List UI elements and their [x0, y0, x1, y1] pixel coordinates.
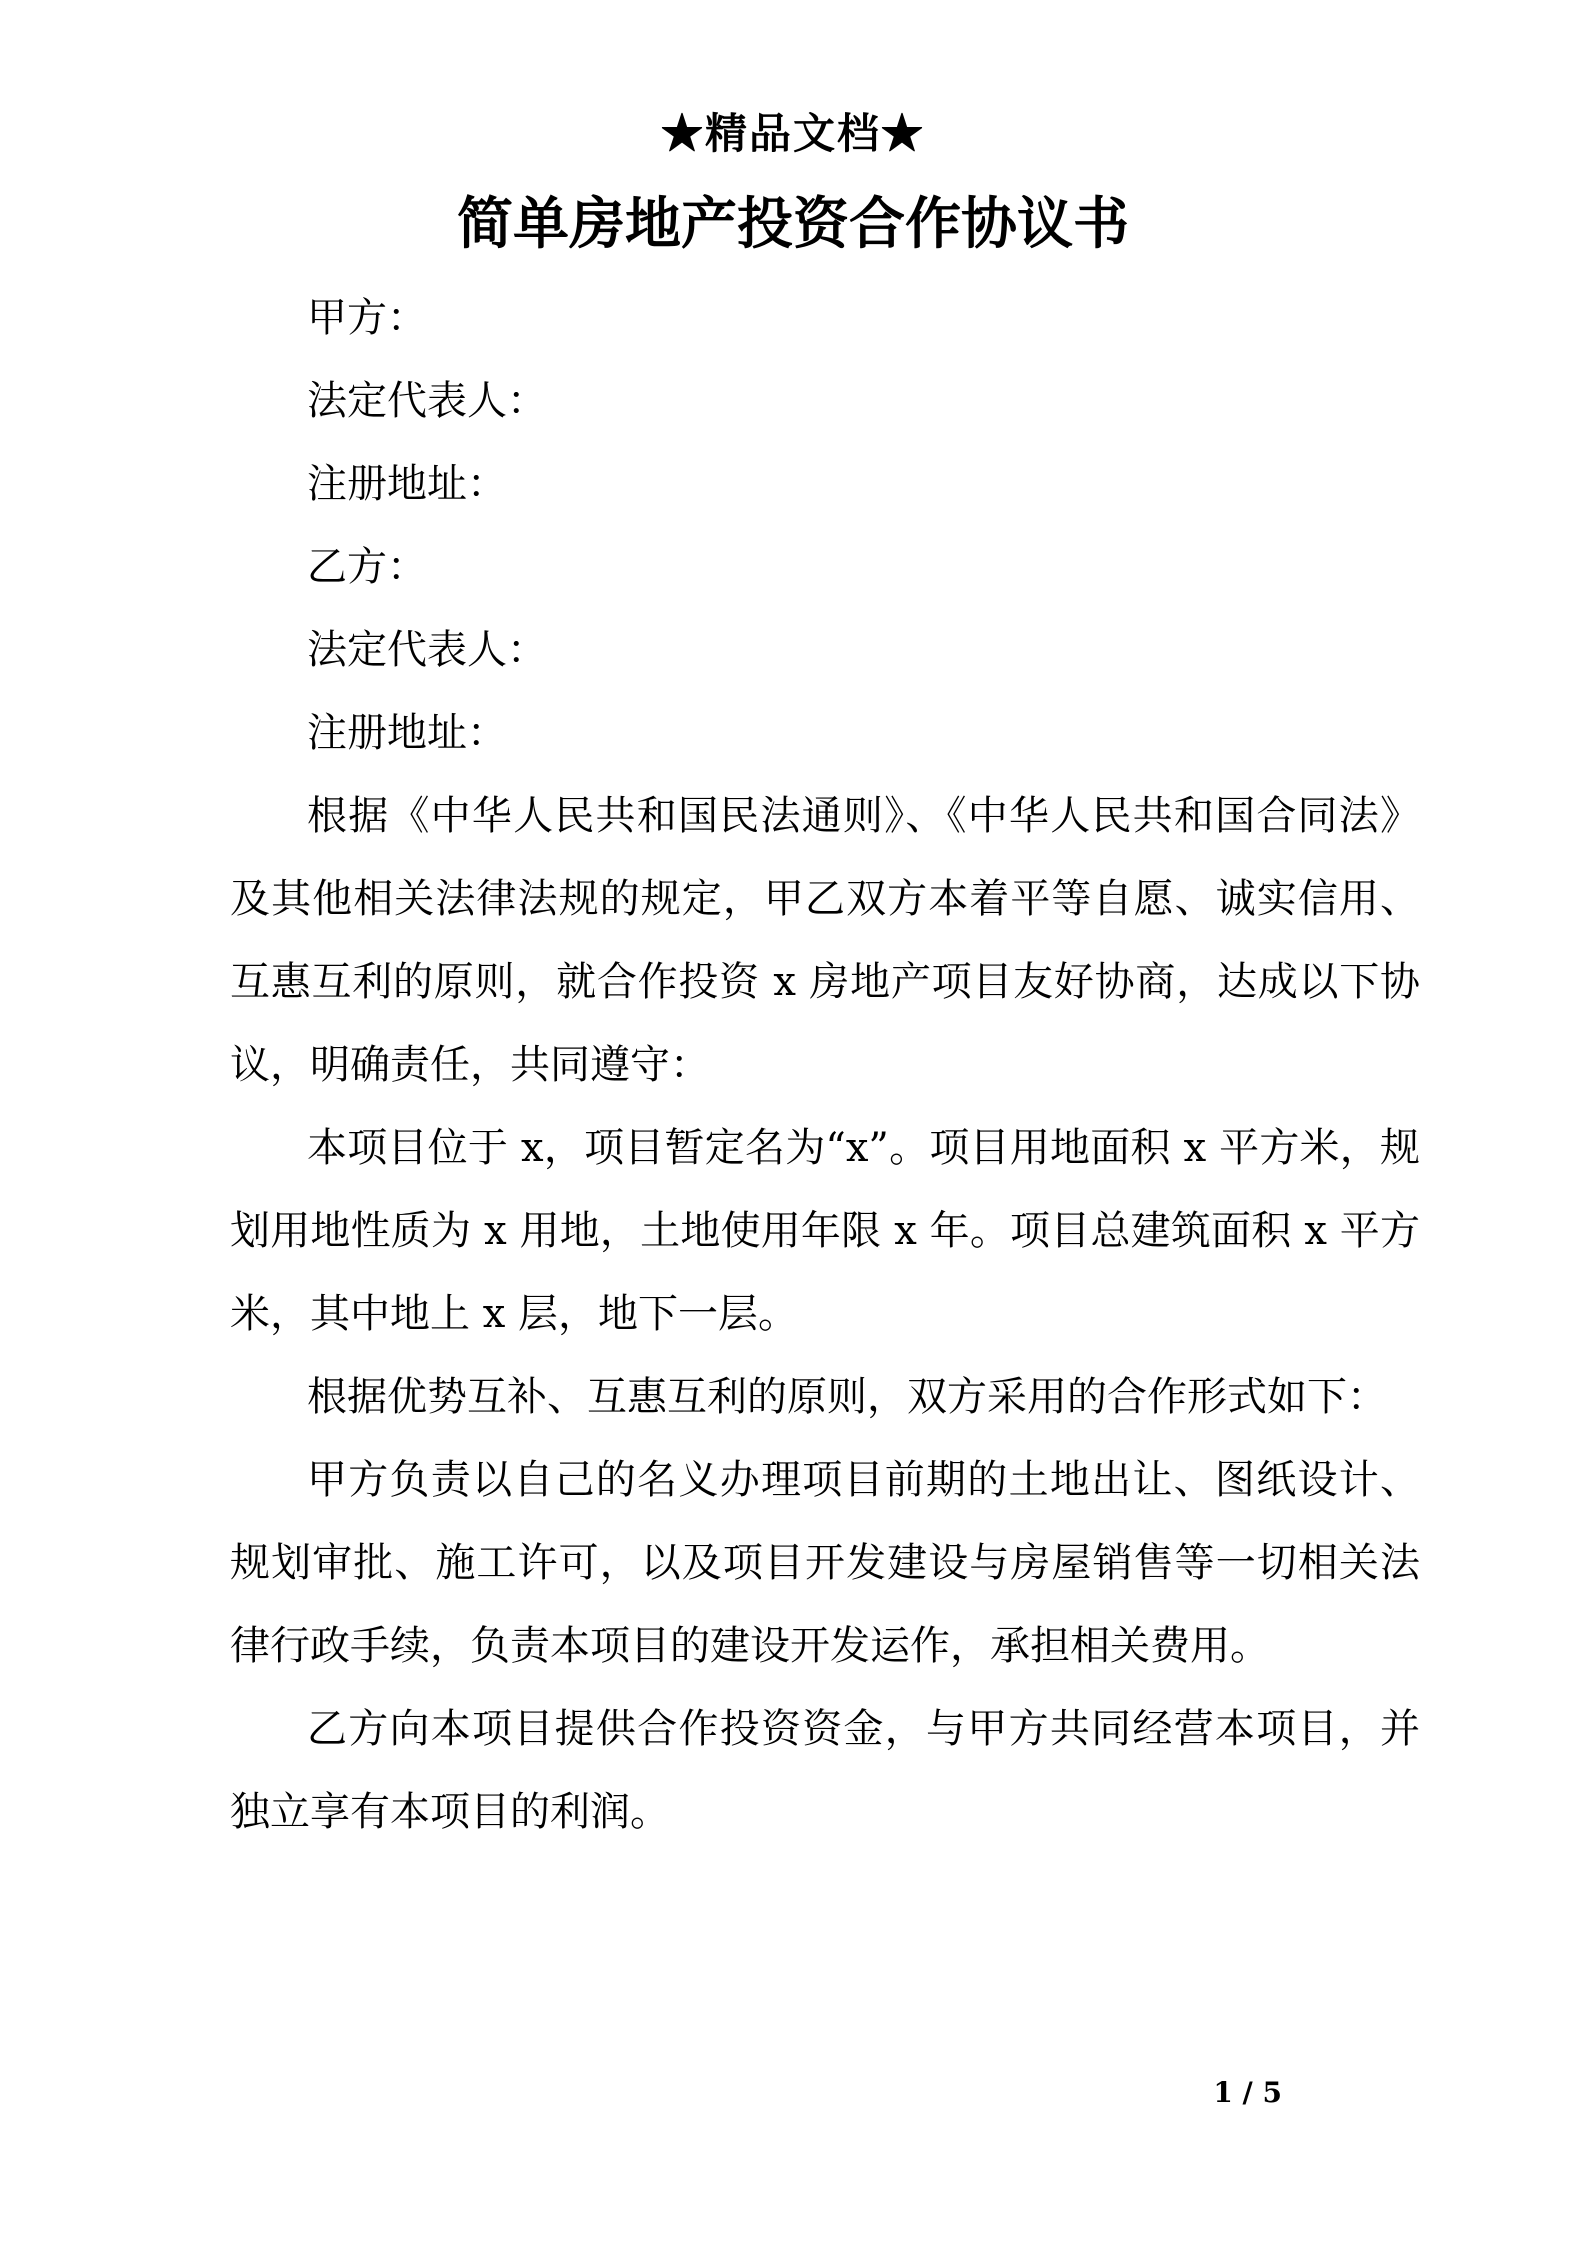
- field-registered-address-a: 注册地址：: [307, 461, 507, 507]
- field-party-a: 甲方：: [307, 295, 427, 341]
- page-number: 1 / 5: [1213, 2076, 1282, 2109]
- paragraph-project-overview: 本项目位于 x，项目暂定名为“x”。项目用地面积 x 平方米，规划用地性质为 x 用地，土地使用年限 x 年。项目总建筑面积 x 平方米，其中地上 x 层，地下一层。: [230, 1125, 1420, 1337]
- field-legal-representative-a: 法定代表人：: [307, 378, 547, 424]
- field-party-b: 乙方：: [307, 544, 427, 590]
- paragraph-basis: 根据《中华人民共和国民法通则》、《中华人民共和国合同法》及其他相关法律法规的规定，甲乙双方本着平等自愿、诚实信用、互惠互利的原则，就合作投资 x 房地产项目友好协商，达成以下协议，明确责任，共同遵守：: [230, 793, 1420, 1088]
- doc-body: [230, 277, 1420, 1854]
- paragraph-party-b-duties: 乙方向本项目提供合作投资资金，与甲方共同经营本项目，并独立享有本项目的利润。: [230, 1706, 1420, 1835]
- doc-header-banner: ★精品文档★: [660, 109, 925, 158]
- paragraph-cooperation-form-intro: 根据优势互补、互惠互利的原则，双方采用的合作形式如下：: [307, 1374, 1387, 1420]
- field-registered-address-b: 注册地址：: [307, 710, 507, 756]
- paragraph-party-a-duties: 甲方负责以自己的名义办理项目前期的土地出让、图纸设计、规划审批、施工许可，以及项目开发建设与房屋销售等一切相关法律行政手续，负责本项目的建设开发运作，承担相关费用。: [230, 1457, 1420, 1669]
- field-legal-representative-b: 法定代表人：: [307, 627, 547, 673]
- page-title: 简单房地产投资合作协议书: [457, 191, 1129, 257]
